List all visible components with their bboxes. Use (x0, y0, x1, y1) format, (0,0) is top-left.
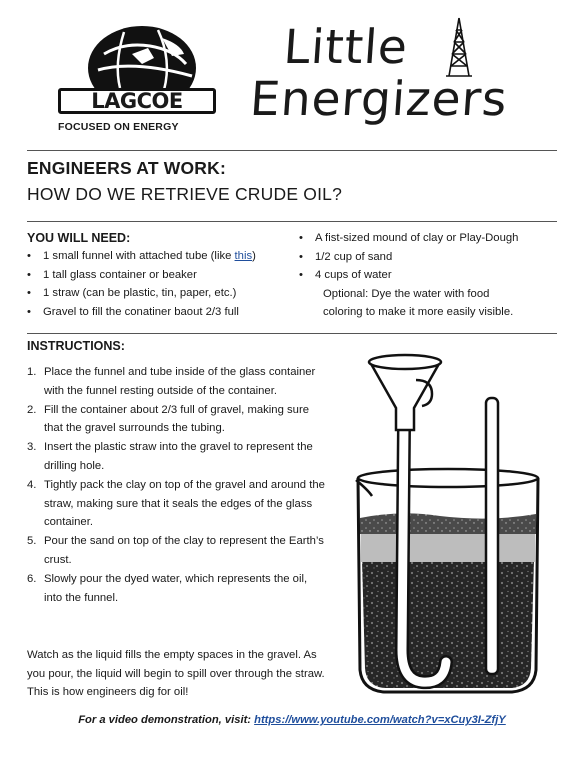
program-title-line1: Little (281, 20, 410, 75)
video-footer: For a video demonstration, visit: https://www.youtube.com/watch?v=xCuy3I-ZfjY (78, 714, 506, 726)
program-title (248, 20, 512, 127)
materials-list-left (27, 247, 297, 321)
optional-note-line2: coloring to make it more easily visible. (323, 306, 514, 318)
instructions-heading: INSTRUCTIONS: (27, 339, 125, 353)
video-demo-link[interactable]: https://www.youtube.com/watch?v=xCuy3I-ZfjY (254, 714, 506, 726)
funnel-example-link[interactable]: this (234, 250, 253, 262)
materials-heading: YOU WILL NEED: (27, 231, 131, 245)
step-item: 2. Fill the container about 2/3 full of gravel, making sure that the gravel surrounds the tubing. (27, 403, 309, 435)
instructions-list (27, 363, 325, 607)
program-title-line2: Energizers (248, 72, 510, 127)
brand-name: LAGCOE (58, 88, 216, 114)
brand-tagline: FOCUSED ON ENERGY (58, 121, 179, 133)
divider-top (27, 150, 557, 151)
step-item: 3. Insert the plastic straw into the gravel to represent the drilling hole. (27, 441, 313, 472)
clay-layer (360, 513, 536, 534)
step-item: 5. Pour the sand on top of the clay to represent the Earth’s crust. (27, 535, 324, 566)
divider-title (27, 221, 557, 222)
list-item: • 1 small funnel with attached tube (like this) (27, 247, 297, 266)
list-item: • 1 tall glass container or beaker (27, 266, 297, 285)
list-item: • 4 cups of water (299, 266, 559, 285)
list-item: • 1/2 cup of sand (299, 248, 559, 267)
step-item: 6. Slowly pour the dyed water, which represents the oil, into the funnel. (27, 572, 308, 604)
list-item: • Gravel to fill the conatiner baout 2/3 full (27, 303, 297, 322)
straw-icon (486, 398, 498, 674)
divider-materials (27, 333, 557, 334)
sand-layer (361, 532, 535, 562)
lagcoe-logo (54, 24, 222, 136)
step-item: 4. Tightly pack the clay on top of the gravel and around the straw, making sure that it seals the edges of the glass container. (27, 478, 325, 529)
globe-icon (54, 24, 222, 94)
step-item: 1. Place the funnel and tube inside of the glass container with the funnel resting outside of the container. (27, 366, 316, 397)
page-title: ENGINEERS AT WORK: (27, 158, 227, 178)
oil-retrieval-illustration (340, 350, 555, 705)
oil-derrick-icon (446, 16, 472, 78)
page-subtitle: HOW DO WE RETRIEVE CRUDE OIL? (27, 184, 342, 204)
optional-note-line1: Optional: Dye the water with food (323, 287, 490, 300)
closing-paragraph: Watch as the liquid fills the empty spaces in the gravel. As you pour, the liquid will begin to spill over through the straw. This is how engineers dig for oil! (27, 649, 325, 699)
list-item: • 1 straw (can be plastic, tin, paper, etc.) (27, 284, 297, 303)
materials-list-right (299, 229, 559, 322)
list-item: • A fist-sized mound of clay or Play-Dough (299, 229, 559, 248)
